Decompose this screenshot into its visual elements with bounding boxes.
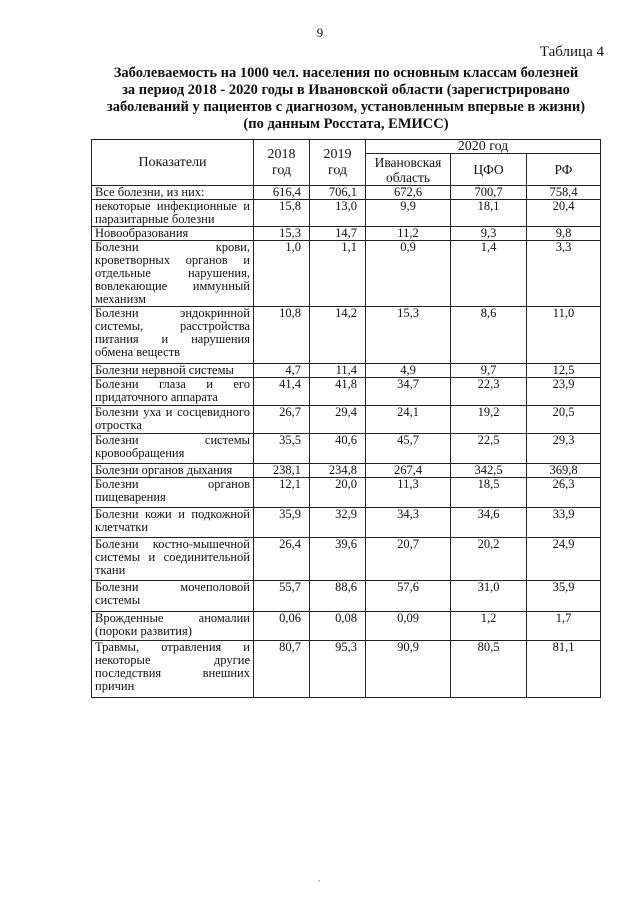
row-value: 31,0 — [451, 581, 527, 612]
table-row — [92, 227, 601, 241]
title-line-3: заболеваний у пациентов с диагнозом, установленным впервые в жизни) — [106, 99, 586, 115]
row-value: 758,4 — [527, 186, 601, 200]
row-label: Болезни органов пищеварения — [92, 478, 254, 508]
row-label: Болезни мочеполовой системы — [92, 581, 254, 612]
row-label: Новообразования — [92, 227, 254, 241]
row-value: 35,5 — [254, 434, 310, 464]
title-line-4: (по данным Росстата, ЕМИСС) — [243, 116, 449, 132]
row-value: 1,2 — [451, 612, 527, 641]
row-value: 1,1 — [310, 241, 366, 307]
row-value: 14,2 — [310, 307, 366, 364]
table-row — [92, 538, 601, 581]
row-value: 238,1 — [254, 464, 310, 478]
row-value: 12,5 — [527, 364, 601, 378]
row-value: 20,4 — [527, 200, 601, 227]
row-value: 9,9 — [366, 200, 451, 227]
row-label: Болезни уха и сосцевидного отростка — [92, 406, 254, 434]
row-value: 81,1 — [527, 641, 601, 698]
row-label: Болезни глаза и его придаточного аппарата — [92, 378, 254, 406]
row-label: Болезни крови, кроветворных органов и отдельные нарушения, вовлекающие иммунный механизм — [92, 241, 254, 307]
table-row — [92, 241, 601, 307]
scan-speck — [318, 880, 320, 882]
row-value: 33,9 — [527, 508, 601, 538]
row-value: 1,0 — [254, 241, 310, 307]
title-line-2: за период 2018 - 2020 годы в Ивановской области (зарегистрировано — [122, 82, 570, 98]
row-label: Травмы, отравления и некоторые другие последствия внешних причин — [92, 641, 254, 698]
row-value: 24,1 — [366, 406, 451, 434]
row-label: Врожденные аномалии (пороки развития) — [92, 612, 254, 641]
row-value: 20,0 — [310, 478, 366, 508]
title-line-1: Заболеваемость на 1000 чел. населения по основным классам болезней — [113, 65, 579, 81]
row-label: Болезни системы кровообращения — [92, 434, 254, 464]
table-title — [88, 65, 604, 133]
row-value: 706,1 — [310, 186, 366, 200]
row-value: 3,3 — [527, 241, 601, 307]
row-value: 57,6 — [366, 581, 451, 612]
row-value: 234,8 — [310, 464, 366, 478]
table-row — [92, 364, 601, 378]
row-value: 10,8 — [254, 307, 310, 364]
header-ivanovo-region: Ивановская область — [366, 154, 451, 186]
row-value: 15,3 — [254, 227, 310, 241]
row-value: 41,4 — [254, 378, 310, 406]
row-value: 20,2 — [451, 538, 527, 581]
row-value: 342,5 — [451, 464, 527, 478]
row-value: 26,7 — [254, 406, 310, 434]
row-value: 18,1 — [451, 200, 527, 227]
page-number: 9 — [316, 25, 324, 40]
row-value: 8,6 — [451, 307, 527, 364]
row-value: 45,7 — [366, 434, 451, 464]
table-row — [92, 612, 601, 641]
header-2018: 2018 год — [254, 140, 310, 186]
row-label: Болезни органов дыхания — [92, 464, 254, 478]
row-value: 0,9 — [366, 241, 451, 307]
header-rf: РФ — [527, 154, 601, 186]
row-value: 20,7 — [366, 538, 451, 581]
row-value: 20,5 — [527, 406, 601, 434]
table-row — [92, 406, 601, 434]
row-value: 26,4 — [254, 538, 310, 581]
row-value: 24,9 — [527, 538, 601, 581]
row-label: Болезни костно-мышечной системы и соединительной ткани — [92, 538, 254, 581]
row-value: 9,8 — [527, 227, 601, 241]
row-value: 80,5 — [451, 641, 527, 698]
table-row — [92, 478, 601, 508]
row-value: 15,8 — [254, 200, 310, 227]
row-value: 29,4 — [310, 406, 366, 434]
row-value: 19,2 — [451, 406, 527, 434]
row-value: 700,7 — [451, 186, 527, 200]
row-value: 4,7 — [254, 364, 310, 378]
morbidity-table — [91, 139, 601, 698]
row-value: 35,9 — [254, 508, 310, 538]
row-value: 267,4 — [366, 464, 451, 478]
table-row — [92, 307, 601, 364]
row-value: 18,5 — [451, 478, 527, 508]
row-value: 39,6 — [310, 538, 366, 581]
table-row — [92, 464, 601, 478]
row-value: 40,6 — [310, 434, 366, 464]
row-label: некоторые инфекционные и паразитарные болезни — [92, 200, 254, 227]
row-value: 0,09 — [366, 612, 451, 641]
row-value: 1,7 — [527, 612, 601, 641]
row-value: 34,7 — [366, 378, 451, 406]
row-value: 4,9 — [366, 364, 451, 378]
row-value: 26,3 — [527, 478, 601, 508]
row-label: Все болезни, из них: — [92, 186, 254, 200]
table-row — [92, 434, 601, 464]
table-row — [92, 186, 601, 200]
row-value: 14,7 — [310, 227, 366, 241]
row-value: 22,3 — [451, 378, 527, 406]
row-value: 95,3 — [310, 641, 366, 698]
row-value: 32,9 — [310, 508, 366, 538]
table-row — [92, 200, 601, 227]
row-value: 34,3 — [366, 508, 451, 538]
header-indicators: Показатели — [92, 140, 254, 186]
row-value: 22,5 — [451, 434, 527, 464]
header-2019: 2019 год — [310, 140, 366, 186]
row-label: Болезни эндокринной системы, расстройства питания и нарушения обмена веществ — [92, 307, 254, 364]
row-label: Болезни нервной системы — [92, 364, 254, 378]
row-value: 23,9 — [527, 378, 601, 406]
row-value: 13,0 — [310, 200, 366, 227]
row-value: 29,3 — [527, 434, 601, 464]
table-row — [92, 378, 601, 406]
row-value: 34,6 — [451, 508, 527, 538]
row-value: 15,3 — [366, 307, 451, 364]
row-value: 369,8 — [527, 464, 601, 478]
table-row — [92, 508, 601, 538]
row-value: 616,4 — [254, 186, 310, 200]
row-value: 12,1 — [254, 478, 310, 508]
row-value: 11,3 — [366, 478, 451, 508]
row-value: 9,3 — [451, 227, 527, 241]
row-value: 672,6 — [366, 186, 451, 200]
row-value: 0,06 — [254, 612, 310, 641]
row-value: 0,08 — [310, 612, 366, 641]
row-value: 88,6 — [310, 581, 366, 612]
table-row — [92, 581, 601, 612]
row-value: 11,2 — [366, 227, 451, 241]
header-2020: 2020 год — [366, 140, 601, 154]
row-value: 1,4 — [451, 241, 527, 307]
row-value: 11,4 — [310, 364, 366, 378]
row-value: 35,9 — [527, 581, 601, 612]
table-row — [92, 641, 601, 698]
row-label: Болезни кожи и подкожной клетчатки — [92, 508, 254, 538]
header-cfo: ЦФО — [451, 154, 527, 186]
row-value: 90,9 — [366, 641, 451, 698]
row-value: 9,7 — [451, 364, 527, 378]
row-value: 11,0 — [527, 307, 601, 364]
table-label: Таблица 4 — [539, 44, 604, 60]
row-value: 80,7 — [254, 641, 310, 698]
row-value: 41,8 — [310, 378, 366, 406]
row-value: 55,7 — [254, 581, 310, 612]
